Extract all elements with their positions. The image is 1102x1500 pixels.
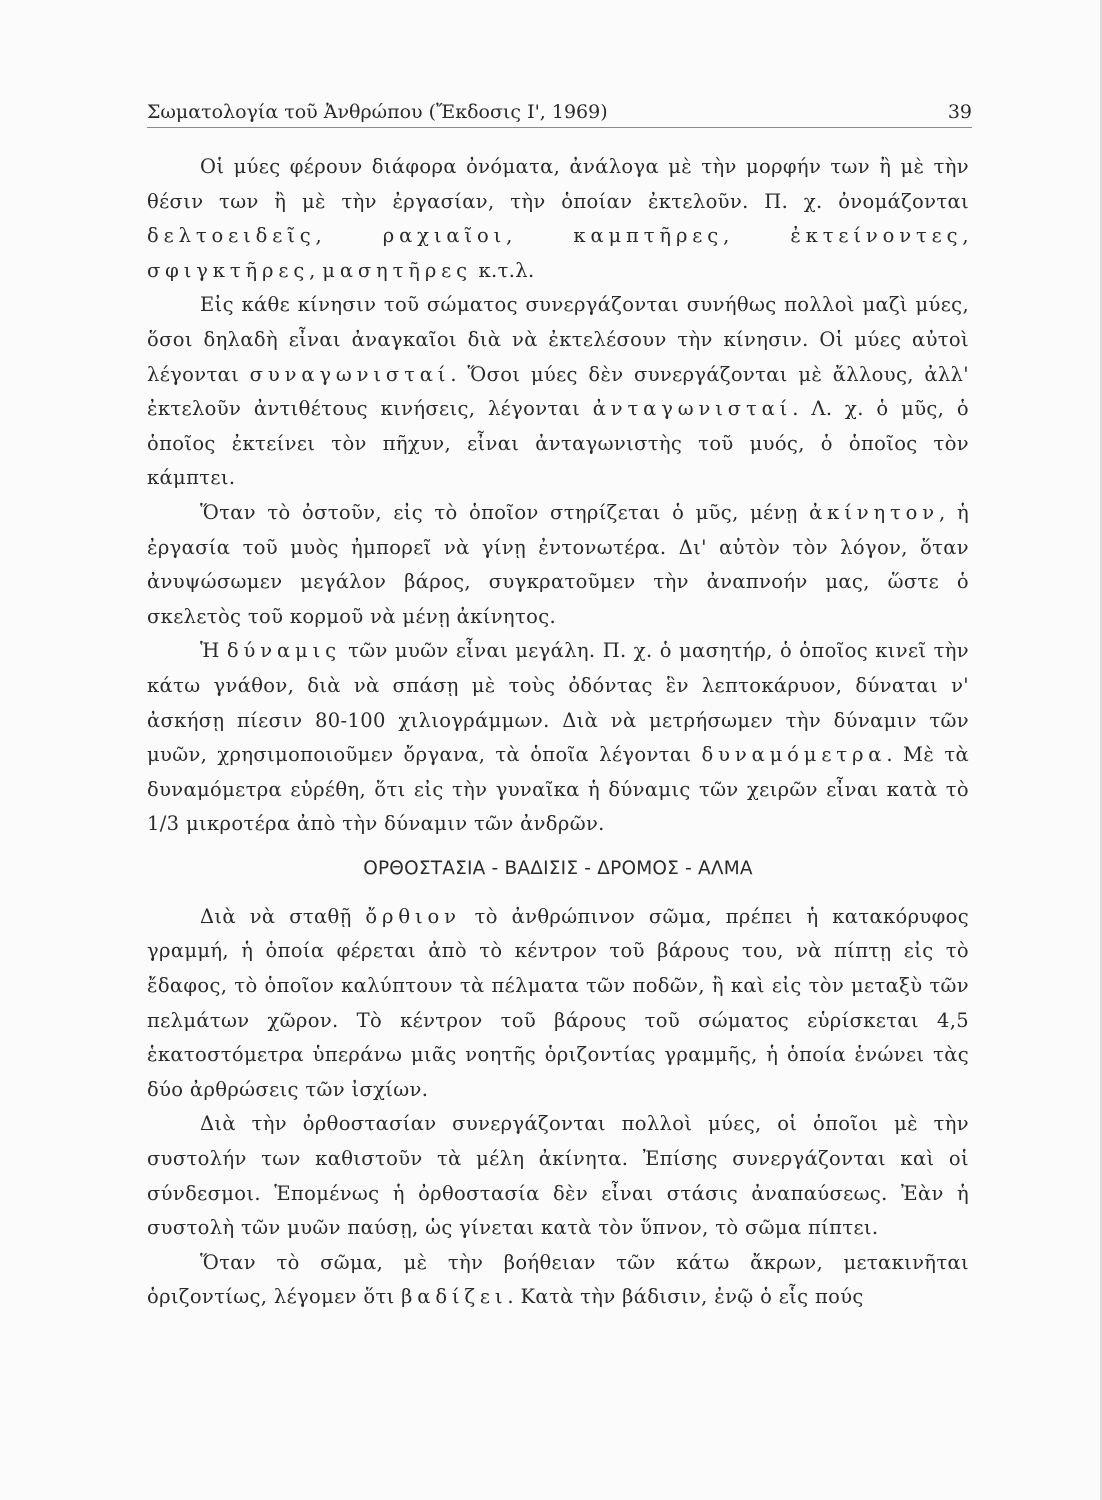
paragraph-standing-muscles — [147, 1107, 969, 1245]
paragraph-muscle-names — [147, 150, 969, 288]
text-run: τῶν μυῶν εἶναι μεγάλη. Π. χ. ὁ μασητήρ, ὁ ὁποῖος κινεῖ τὴν κάτω γνάθον, διὰ νὰ σπάσῃ μὲ τοὺς ὀδόντας ἓν λεπτοκάρυον, δύναται ν' ἀσκήσῃ πίεσιν 80-100 χιλιογράμμων. Διὰ νὰ μετρήσωμεν τὴν δύναμιν τῶν μυῶν, χρησιμοποιοῦμεν ὄργανα, τὰ ὁποῖα λέγονται — [147, 639, 969, 767]
text-run: τὸ ἀνθρώπινον σῶμα, πρέπει ἡ κατακόρυφος γραμμή, ἡ ὁποία φέρεται ἀπὸ τὸ κέντρον τοῦ βάρους του, νὰ πίπτῃ εἰς τὸ ἔδαφος, τὸ ὁποῖον καλύπτουν τὰ πέλματα τῶν ποδῶν, ἢ καὶ εἰς τὸν μεταξὺ τῶν πελμάτων χῶρον. Τὸ κέντρον τοῦ βάρους τοῦ σώματος εὑρίσκεται 4,5 ἑκατοστόμετρα ὑπεράνω μιᾶς νοητῆς ὁριζοντίας γραμμῆς, ἡ ὁποία ἑνώνει τὰς δύο ἀρθρώσεις τῶν ἰσχίων. — [147, 904, 969, 1101]
spaced-term: καμπτῆρες — [573, 224, 724, 248]
text-run: . Ὅσοι μύες δὲν συνεργάζονται μὲ ἄλλους, ἀλλ' ἐκτελοῦν ἀντιθέτους κινήσεις, λέγονται — [147, 362, 969, 421]
text-run: , — [723, 224, 791, 248]
text-run: Οἱ μύες φέρουν διάφορα ὀνόματα, ἀνάλογα μὲ τὴν μορφήν των ἢ μὲ τὴν θέσιν των ἢ μὲ τὴν ἐργασίαν, τὴν ὁποίαν ἐκτελοῦν. Π. χ. ὀνομάζονται — [147, 155, 969, 213]
spaced-term: δελτοειδεῖς — [147, 224, 316, 248]
text-run: Ὅταν τὸ σῶμα, μὲ τὴν βοήθειαν τῶν κάτω ἄκρων, μετακινῆται ὁριζοντίως, λέγομεν ὅτι — [147, 1250, 969, 1309]
spaced-term: ἀνταγωνισταί — [592, 397, 793, 421]
running-head — [147, 97, 972, 128]
text-run: . Λ. χ. ὁ μῦς, ὁ ὁποῖος ἐκτείνει τὸν πῆχυν, εἶναι ἀνταγωνιστὴς τοῦ μυός, ὁ ὁποῖος τὸν κάμπτει. — [147, 397, 969, 490]
spaced-term: βαδίζει — [401, 1285, 508, 1309]
text-run: , — [962, 224, 969, 248]
spaced-term: δυναμόμετρα — [701, 743, 887, 767]
text-run: Διὰ τὴν ὀρθοστασίαν συνεργάζονται πολλοὶ μύες, οἱ ὁποῖοι μὲ τὴν συστολήν των καθιστοῦν τὰ μέλη ἀκίνητα. Ἐπίσης συνεργάζονται καὶ οἱ σύνδεσμοι. Ἑπομένως ἡ ὀρθοστασία δὲν εἶναι στάσις ἀναπαύσεως. Ἐὰν ἡ συστολὴ τῶν μυῶν παύσῃ, ὡς γίνεται κατὰ τὸν ὕπνον, τὸ σῶμα πίπτει. — [147, 1112, 969, 1240]
spaced-term: σφιγκτῆρες — [147, 258, 310, 282]
paragraph-muscle-strength — [147, 634, 969, 842]
text-run: , ἡ ἐργασία τοῦ μυὸς ἠμπορεῖ νὰ γίνῃ ἐντονωτέρα. Δι' αὐτὸν τὸν λόγον, ὅταν ἀνυψώσωμεν μεγάλον βάρος, συγκρατοῦμεν τὴν ἀναπνοήν μας, ὥστε ὁ σκελετὸς τοῦ κορμοῦ νὰ μένῃ ἀκίνητος. — [147, 500, 969, 628]
spaced-term: ἐκτείνοντες — [790, 224, 963, 248]
spaced-term: ραχιαῖοι — [382, 224, 507, 248]
text-run: . Μὲ τὰ δυναμόμετρα εὑρέθη, ὅτι εἰς τὴν γυναῖκα ἡ δύναμις τῶν χειρῶν εἶναι κατὰ τὸ 1/3 μικροτέρα ἀπὸ τὴν δύναμιν τῶν ἀνδρῶν. — [147, 743, 970, 836]
spaced-term: μασητῆρες — [322, 258, 472, 282]
paragraph-synergists — [147, 288, 969, 496]
text-run: Ὅταν τὸ ὀστοῦν, εἰς τὸ ὁποῖον στηρίζεται ὁ μῦς, μένῃ — [200, 500, 810, 524]
paragraph-fixed-bone — [147, 496, 969, 634]
section-heading: ΟΡΘΟΣΤΑΣΙΑ - ΒΑΔΙΣΙΣ - ΔΡΟΜΟΣ - ΑΛΜΑ — [363, 857, 753, 879]
text-run: κ.τ.λ. — [471, 258, 535, 282]
text-run: Ἡ — [200, 639, 227, 663]
text-run: , — [315, 224, 383, 248]
text-run: , — [309, 258, 323, 282]
text-run: . Κατὰ τὴν βάδισιν, ἐνῷ ὁ εἷς πούς — [507, 1285, 864, 1309]
spaced-term: συναγωνισταί — [249, 362, 451, 386]
text-run: Εἰς κάθε κίνησιν τοῦ σώματος συνεργάζονται συνήθως πολλοὶ μαζὶ μύες, ὅσοι δηλαδὴ εἶναι ἀναγκαῖοι διὰ νὰ ἐκτελέσουν τὴν κίνησιν. Οἱ μύες αὐτοὶ λέγονται — [147, 293, 969, 386]
text-run: , — [506, 224, 574, 248]
book-title: Σωματολογία τοῦ Ἀνθρώπου (Ἔκδοσις Ι', 1969) — [147, 101, 608, 123]
spaced-term: δύναμις — [226, 639, 341, 663]
spaced-term: ἀκίνητον — [809, 500, 940, 524]
spaced-term: ὄρθιον — [365, 904, 461, 928]
paragraph-walking — [147, 1246, 969, 1315]
paragraph-upright-stance — [147, 900, 969, 1108]
page-number: 39 — [947, 101, 972, 123]
text-run: Διὰ νὰ σταθῇ — [200, 904, 366, 928]
body-text — [147, 150, 969, 1315]
